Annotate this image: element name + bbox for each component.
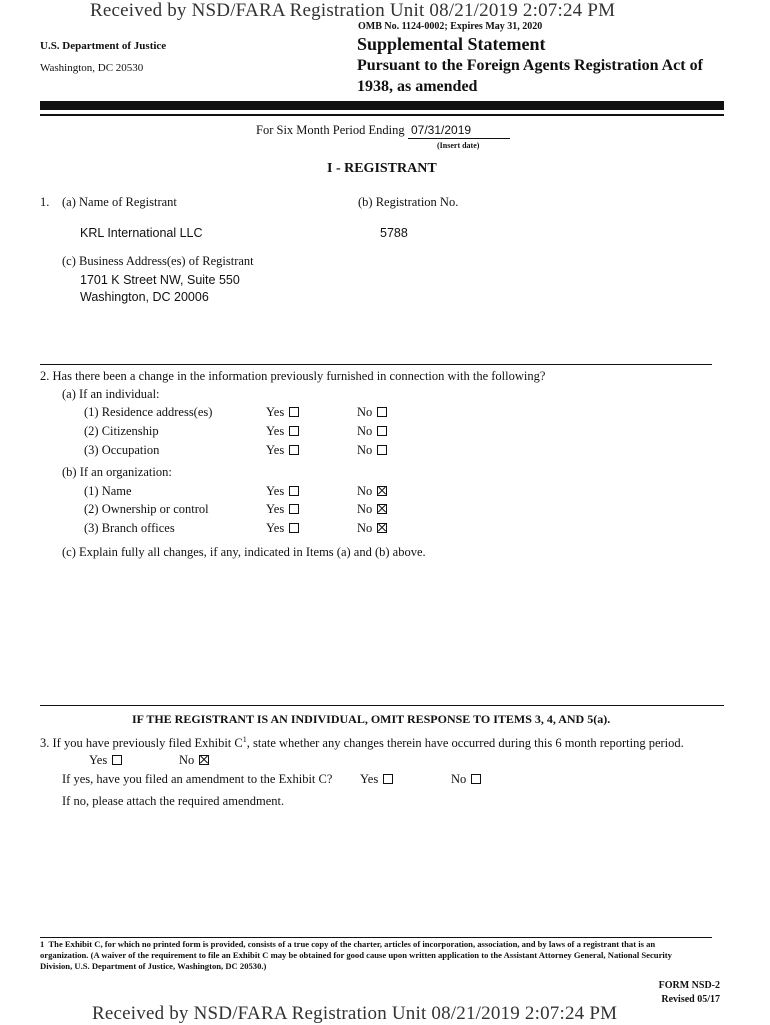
- registrant-name-label: (a) Name of Registrant: [62, 195, 177, 209]
- individual-label: (a) If an individual:: [62, 387, 160, 401]
- no-label: No: [451, 772, 467, 786]
- org-row-branch-yes[interactable]: [266, 521, 299, 536]
- period-value[interactable]: 07/31/2019: [411, 123, 472, 137]
- yes-label: Yes: [360, 772, 379, 786]
- no-label: No: [357, 405, 373, 419]
- item2-question: 2. Has there been a change in the information previously furnished in connection with the following?: [40, 369, 546, 383]
- org-row-name-no[interactable]: [357, 484, 387, 499]
- form-subtitle-line2: 1938, as amended: [357, 78, 478, 95]
- no-label: No: [179, 753, 195, 767]
- section-title: I - REGISTRANT: [327, 161, 437, 176]
- amendment-yes[interactable]: [360, 772, 393, 787]
- individual-row-citizenship-label: (2) Citizenship: [84, 424, 159, 438]
- org-row-name-label: (1) Name: [84, 484, 132, 498]
- period-hint: (Insert date): [437, 141, 480, 150]
- header-bar: [40, 101, 724, 110]
- item3-question: [40, 735, 684, 751]
- checkbox-icon[interactable]: [289, 407, 299, 417]
- checkbox-icon[interactable]: [377, 407, 387, 417]
- checkbox-icon[interactable]: [289, 445, 299, 455]
- business-address-line2[interactable]: Washington, DC 20006: [80, 290, 209, 304]
- organization-label: (b) If an organization:: [62, 465, 172, 479]
- checked-checkbox-icon[interactable]: [377, 504, 387, 514]
- header-rule: [40, 114, 724, 116]
- checkbox-icon[interactable]: [289, 523, 299, 533]
- period-underline: [408, 138, 510, 139]
- footnote-rule: [40, 937, 712, 938]
- checkbox-icon[interactable]: [471, 774, 481, 784]
- footnote-marker: 1: [40, 939, 45, 949]
- received-stamp-top: Received by NSD/FARA Registration Unit 08/21/2019 2:07:24 PM: [90, 0, 616, 21]
- form-id: FORM NSD-2: [658, 980, 720, 991]
- checkbox-icon[interactable]: [289, 504, 299, 514]
- individual-row-residence-no[interactable]: [357, 405, 387, 420]
- checked-checkbox-icon[interactable]: [377, 523, 387, 533]
- no-label: No: [357, 484, 373, 498]
- omb-number: OMB No. 1124-0002; Expires May 31, 2020: [358, 21, 543, 32]
- exhibit-c-change-no[interactable]: [179, 753, 209, 768]
- checkbox-icon[interactable]: [289, 486, 299, 496]
- footnote: [40, 939, 720, 972]
- business-address-line1[interactable]: 1701 K Street NW, Suite 550: [80, 273, 240, 287]
- individual-row-occupation-label: (3) Occupation: [84, 443, 160, 457]
- yes-label: Yes: [89, 753, 108, 767]
- form-title: Supplemental Statement: [357, 34, 546, 54]
- period-label: For Six Month Period Ending: [256, 123, 405, 137]
- no-label: No: [357, 521, 373, 535]
- yes-label: Yes: [266, 502, 285, 516]
- individual-row-occupation-no[interactable]: [357, 443, 387, 458]
- item1-number: 1.: [40, 195, 50, 209]
- checked-checkbox-icon[interactable]: [199, 755, 209, 765]
- yes-label: Yes: [266, 405, 285, 419]
- yes-label: Yes: [266, 521, 285, 535]
- item3-question-text: 3. If you have previously filed Exhibit C: [40, 736, 243, 751]
- checkbox-icon[interactable]: [383, 774, 393, 784]
- footnote-line1: The Exhibit C, for which no printed form is provided, consists of a true copy of the charter, articles of incorporation, association, and by laws of a registrant that is an: [48, 939, 656, 949]
- item3-question-text-rest: , state whether any changes therein have occurred during this 6 month reporting period.: [246, 736, 684, 751]
- business-address-label: (c) Business Address(es) of Registrant: [62, 254, 254, 268]
- footnote-ref: 1: [242, 735, 247, 744]
- org-row-ownership-label: (2) Ownership or control: [84, 502, 209, 516]
- individual-row-occupation-yes[interactable]: [266, 443, 299, 458]
- department-city: Washington, DC 20530: [40, 62, 144, 74]
- form-revised: Revised 05/17: [661, 994, 720, 1005]
- registrant-name-value[interactable]: KRL International LLC: [80, 226, 203, 240]
- registration-no-label: (b) Registration No.: [358, 195, 459, 209]
- yes-label: Yes: [266, 443, 285, 457]
- yes-label: Yes: [266, 484, 285, 498]
- org-row-ownership-yes[interactable]: [266, 502, 299, 517]
- org-row-branch-label: (3) Branch offices: [84, 521, 175, 535]
- checkbox-icon[interactable]: [289, 426, 299, 436]
- exhibit-c-change-yes[interactable]: [89, 753, 122, 768]
- footnote-line2: organization. (A waiver of the requirement to file an Exhibit C may be obtained for good cause upon written application to the Assistant Attorney General, National Security: [40, 950, 672, 960]
- individual-omit-notice: IF THE REGISTRANT IS AN INDIVIDUAL, OMIT RESPONSE TO ITEMS 3, 4, AND 5(a).: [132, 712, 611, 726]
- registration-no-value[interactable]: 5788: [380, 226, 408, 240]
- no-label: No: [357, 424, 373, 438]
- no-label: No: [357, 502, 373, 516]
- department-name: U.S. Department of Justice: [40, 40, 167, 52]
- checkbox-icon[interactable]: [377, 445, 387, 455]
- checkbox-icon[interactable]: [377, 426, 387, 436]
- footnote-line3: Division, U.S. Department of Justice, Washington, DC 20530.): [40, 961, 267, 971]
- divider-notice: [40, 705, 724, 706]
- divider-item2: [40, 364, 712, 365]
- amendment-no[interactable]: [451, 772, 481, 787]
- individual-row-citizenship-no[interactable]: [357, 424, 387, 439]
- individual-row-citizenship-yes[interactable]: [266, 424, 299, 439]
- yes-label: Yes: [266, 424, 285, 438]
- explain-changes-label: (c) Explain fully all changes, if any, indicated in Items (a) and (b) above.: [62, 545, 426, 559]
- individual-row-residence-label: (1) Residence address(es): [84, 405, 213, 419]
- individual-row-residence-yes[interactable]: [266, 405, 299, 420]
- checkbox-icon[interactable]: [112, 755, 122, 765]
- form-subtitle-line1: Pursuant to the Foreign Agents Registration Act of: [357, 57, 703, 74]
- checked-checkbox-icon[interactable]: [377, 486, 387, 496]
- org-row-branch-no[interactable]: [357, 521, 387, 536]
- attach-amendment-note: If no, please attach the required amendment.: [62, 794, 285, 808]
- org-row-ownership-no[interactable]: [357, 502, 387, 517]
- received-stamp-bottom: Received by NSD/FARA Registration Unit 08/21/2019 2:07:24 PM: [92, 1003, 618, 1024]
- org-row-name-yes[interactable]: [266, 484, 299, 499]
- no-label: No: [357, 443, 373, 457]
- amendment-question: If yes, have you filed an amendment to the Exhibit C?: [62, 772, 333, 786]
